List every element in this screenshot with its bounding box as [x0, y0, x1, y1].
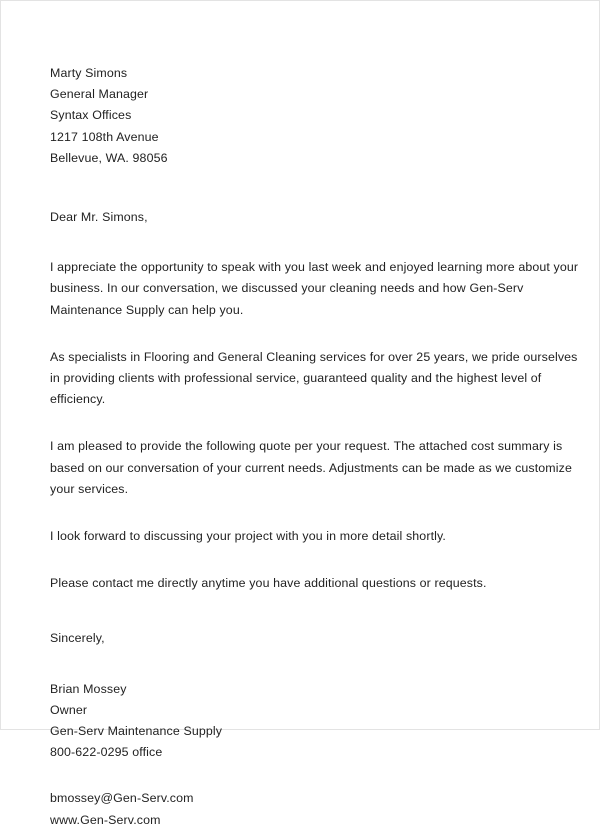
signature-block: [50, 679, 580, 764]
sender-name: Brian Mossey: [50, 681, 127, 696]
recipient-title: General Manager: [50, 87, 149, 102]
sender-company: Gen-Serv Maintenance Supply: [50, 724, 223, 739]
body-paragraph-5: Please contact me directly anytime you have additional questions or requests.: [50, 576, 487, 591]
body-paragraph-4: I look forward to discussing your project with you in more detail shortly.: [50, 529, 446, 544]
sender-website: www.Gen-Serv.com: [50, 812, 161, 827]
sender-title: Owner: [50, 702, 88, 717]
salutation: Dear Mr. Simons,: [50, 210, 148, 225]
body-paragraph-2: As specialists in Flooring and General Cleaning services for over 25 years, we pride ourselves in providing clients with professional service, guaranteed quality and the highest level of efficiency.: [50, 349, 578, 407]
recipient-city-state-zip: Bellevue, WA. 98056: [50, 150, 168, 165]
sender-email: bmossey@Gen-Serv.com: [50, 791, 194, 806]
sender-phone: 800-622-0295 office: [50, 745, 163, 760]
recipient-street: 1217 108th Avenue: [50, 129, 159, 144]
letter-body: [50, 63, 580, 831]
contact-block: [50, 788, 580, 830]
recipient-name: Marty Simons: [50, 66, 128, 80]
recipient-address-block: [50, 63, 580, 169]
body-paragraph-3: I am pleased to provide the following quote per your request. The attached cost summary is based on our conversation of your current needs. Adjustments can be made as we customize your services.: [50, 439, 572, 496]
body-paragraph-1: I appreciate the opportunity to speak with you last week and enjoyed learning more about your business. In our conversation, we discussed your cleaning needs and how Gen-Serv Maintenance Supply can help you.: [50, 260, 579, 317]
recipient-company: Syntax Offices: [50, 108, 132, 123]
closing-salutation: Sincerely,: [50, 631, 105, 646]
